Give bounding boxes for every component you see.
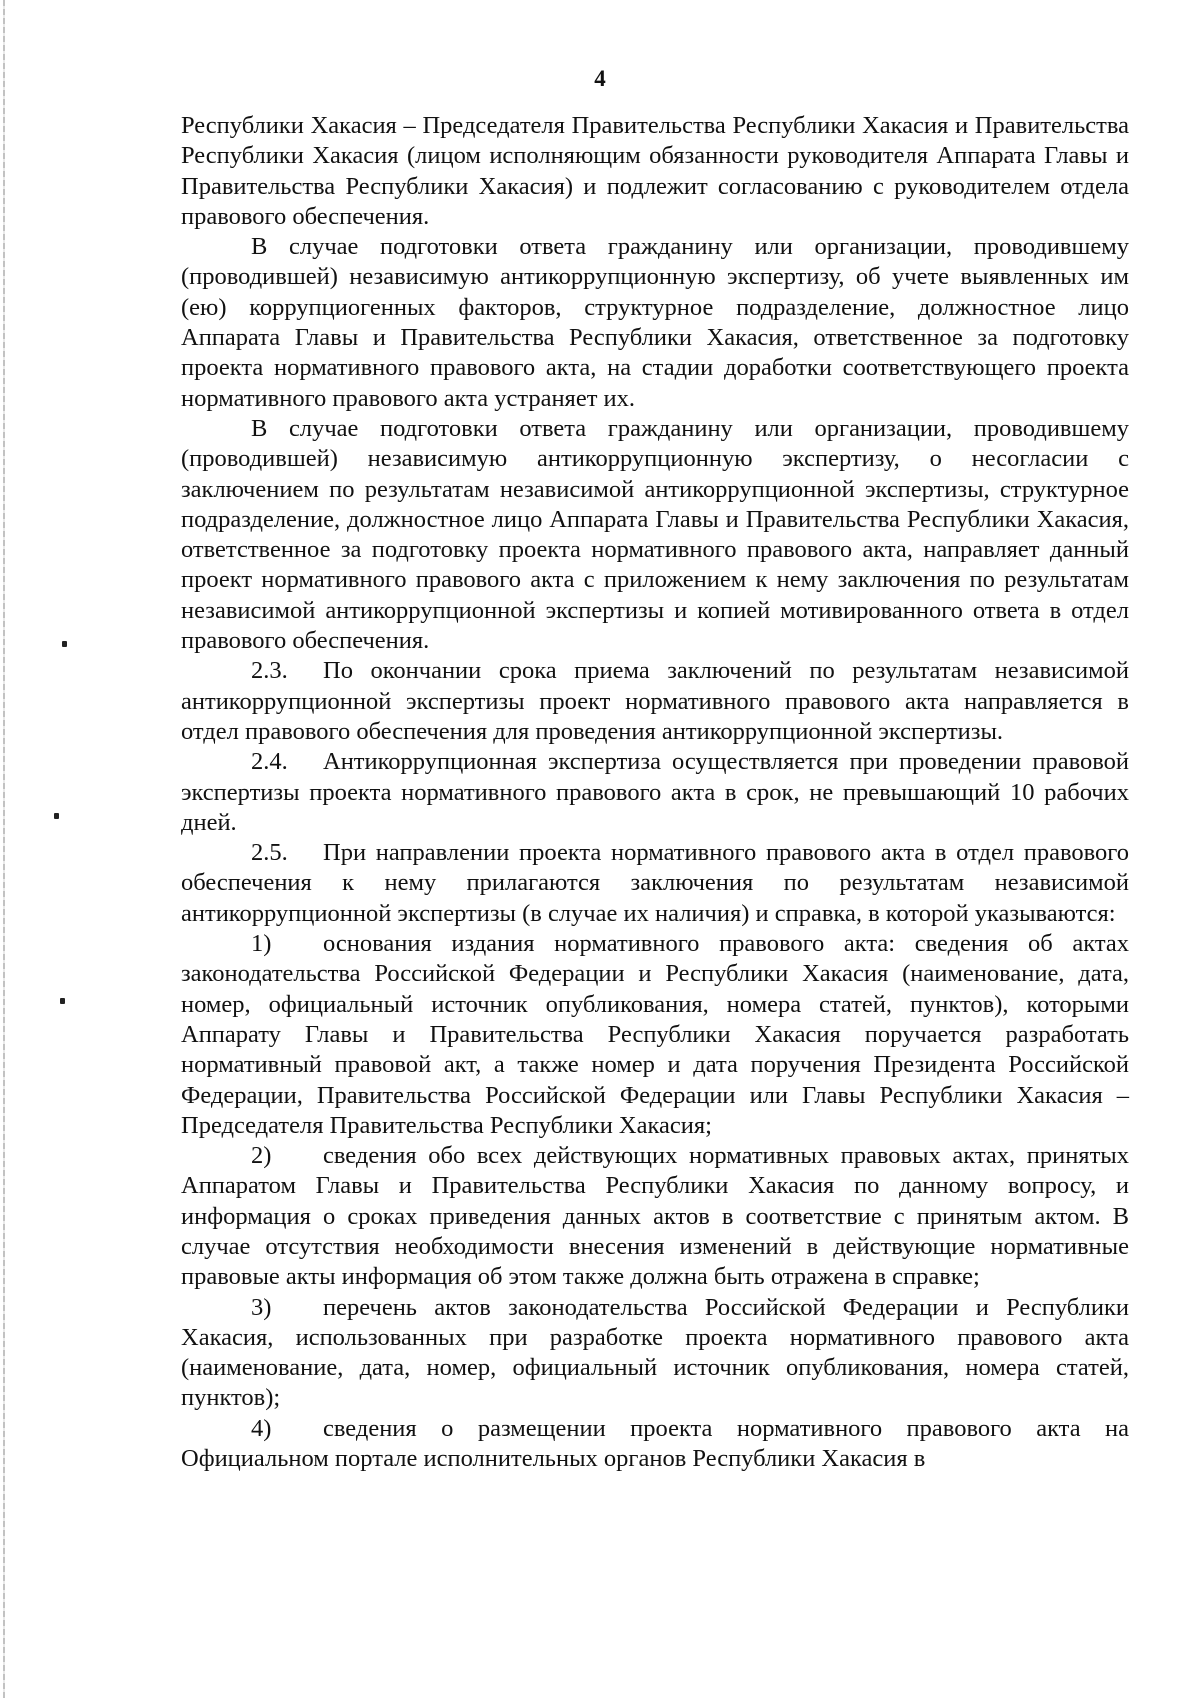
paragraph-text: Республики Хакасия – Председателя Правительства Республики Хакасия и Правительства Республики Хакасия (лицом исполняющим обязанности руководителя Аппарата Главы и Правительства Республики Хакасия) и подлежит согласованию с руководителем отдела правового обеспечения. [181, 112, 1129, 230]
list-item-number: 1) [251, 930, 272, 958]
paragraph-text: В случае подготовки ответа гражданину или организации, проводившему (проводившей) независимую антикоррупционную экспертизу, о несогласии с заключением по результатам независимой антикоррупционной экспертизы, структурное подразделение, должностное лицо Аппарата Главы и Правительства Республики Хакасия, ответственное за подготовку проекта нормативного правового акта, направляет данный проект нормативного правового акта с приложением к нему заключения по результатам независимой антикоррупционной экспертизы и копией мотивированного ответа в отдел правового обеспечения. [181, 414, 1129, 655]
list-item-2 [181, 1141, 1129, 1292]
clause-text: Антикоррупционная экспертиза осуществляется при проведении правовой экспертизы проекта нормативного правового акта в срок, не превышающий 10 рабочих дней. [181, 748, 1129, 836]
clause-number: 2.4. [251, 748, 288, 776]
clause-number: 2.5. [251, 839, 288, 867]
margin-dot [62, 641, 67, 647]
clause-2-3 [181, 656, 1129, 747]
list-item-text: сведения обо всех действующих нормативных правовых актах, принятых Аппаратом Главы и Правительства Республики Хакасия по данному вопросу, и информация о сроках приведения данных актов в соответствие с принятым актом. В случае отсутствия необходимости внесения изменений в действующие нормативные правовые акты информация об этом также должна быть отражена в справке; [181, 1142, 1129, 1291]
scan-edge-mark [3, 0, 5, 1698]
document-body [181, 111, 1129, 1474]
list-item-text: сведения о размещении проекта нормативного правового акта на Официальном портале исполнительных органов Республики Хакасия в [181, 1414, 1129, 1473]
clause-2-4 [181, 747, 1129, 838]
paragraph-disagreement [181, 414, 1129, 656]
list-item-3 [181, 1293, 1129, 1414]
paragraph-coordination [181, 232, 1129, 414]
paragraph-continuation [181, 111, 1129, 232]
list-item-text: перечень актов законодательства Российской Федерации и Республики Хакасия, использованных при разработке проекта нормативного правового акта (наименование, дата, номер, официальный источник опубликования, номера статей, пунктов); [181, 1293, 1129, 1412]
list-item-1 [181, 929, 1129, 1141]
clause-text: По окончании срока приема заключений по результатам независимой антикоррупционной экспертизы проект нормативного правового акта направляется в отдел правового обеспечения для проведения антикоррупционной экспертизы. [181, 657, 1129, 745]
list-item-number: 2) [251, 1142, 272, 1170]
paragraph-text: В случае подготовки ответа гражданину или организации, проводившему (проводившей) независимую антикоррупционную экспертизу, об учете выявленных им (ею) коррупциогенных факторов, структурное подразделение, должностное лицо Аппарата Главы и Правительства Республики Хакасия, ответственное за подготовку проекта нормативного правового акта, на стадии доработки соответствующего проекта нормативного правового акта устраняет их. [181, 233, 1129, 412]
margin-dot [60, 998, 65, 1004]
list-item-text: основания издания нормативного правового акта: сведения об актах законодательства Российской Федерации и Республики Хакасия (наименование, дата, номер, официальный источник опубликования, номера статей, пунктов), которыми Аппарату Главы и Правительства Республики Хакасия поручается разработать нормативный правовой акт, а также номер и дата поручения Президента Российской Федерации, Правительства Российской Федерации или Главы Республики Хакасия – Председателя Правительства Республики Хакасия; [181, 930, 1129, 1139]
list-item-4 [181, 1414, 1129, 1475]
clause-number: 2.3. [251, 657, 288, 685]
list-item-number: 4) [251, 1414, 272, 1442]
list-item-number: 3) [251, 1293, 272, 1321]
clause-2-5 [181, 838, 1129, 929]
page-number: 4 [594, 66, 606, 91]
clause-text: При направлении проекта нормативного правового акта в отдел правового обеспечения к нему прилагаются заключения по результатам независимой антикоррупционной экспертизы (в случае их наличия) и справка, в которой указываются: [181, 839, 1129, 927]
margin-dot [54, 813, 59, 819]
